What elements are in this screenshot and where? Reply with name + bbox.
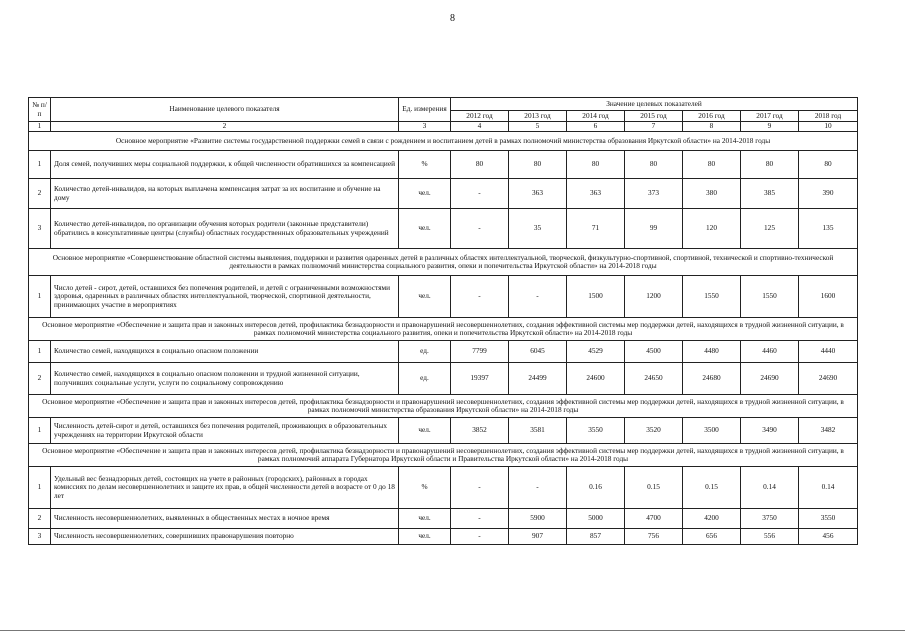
row-value: 71 [567,209,625,249]
row-value: 4480 [683,341,741,363]
row-value: - [451,276,509,318]
row-value: 3550 [567,418,625,444]
row-num: 1 [29,341,51,363]
row-unit: чел. [399,418,451,444]
row-value: 80 [683,151,741,179]
row-num: 2 [29,509,51,529]
column-number: 1 [29,122,51,132]
column-number: 5 [509,122,567,132]
table-row [29,363,858,395]
row-value: 456 [799,529,858,545]
row-value: 3550 [799,509,858,529]
row-name: Численность детей-сирот и детей, оставшихся без попечения родителей, проживающих в образовательных учреждениях на территории Иркутской области [51,418,399,444]
row-value: 24690 [741,363,799,395]
row-value: 19397 [451,363,509,395]
column-number: 2 [51,122,399,132]
row-value: 857 [567,529,625,545]
row-value: 4529 [567,341,625,363]
row-value: 3490 [741,418,799,444]
row-num: 1 [29,151,51,179]
header-unit: Ед. измерения [399,98,451,122]
row-unit: % [399,467,451,509]
section-title: Основное мероприятие «Обеспечение и защита прав и законных интересов детей, профилактика безнадзорности и правонарушений несовершеннолетних, создания эффективной системы мер поддержки детей, находящихся в трудной жизненной ситуации, в рамках полномочий аппарата Губернатора Иркутской области и Правительства Иркутской области» на 2014-2018 годы [29,444,858,467]
row-unit: % [399,151,451,179]
column-number: 6 [567,122,625,132]
row-value: 4460 [741,341,799,363]
row-value: 80 [567,151,625,179]
table-row [29,209,858,249]
row-value: 3520 [625,418,683,444]
row-value: - [509,467,567,509]
header-name: Наименование целевого показателя [51,98,399,122]
row-unit: чел. [399,529,451,545]
year-header: 2015 год [625,111,683,122]
row-value: 0.14 [741,467,799,509]
row-value: 656 [683,529,741,545]
row-value: 24650 [625,363,683,395]
row-value: 7799 [451,341,509,363]
row-unit: чел. [399,179,451,209]
row-value: 5000 [567,509,625,529]
year-header: 2016 год [683,111,741,122]
row-value: 6045 [509,341,567,363]
row-value: 0.16 [567,467,625,509]
row-name: Количество детей-инвалидов, на которых выплачена компенсация затрат за их воспитание и обучение на дому [51,179,399,209]
row-value: 4500 [625,341,683,363]
row-name: Число детей - сирот, детей, оставшихся без попечения родителей, и детей с ограниченными возможностями здоровья, одаренных в различных областях интеллектуальной, творческой, спортивной деятельности, принимающих участие в мероприятиях [51,276,399,318]
row-unit: чел. [399,276,451,318]
row-unit: чел. [399,209,451,249]
row-value: 3581 [509,418,567,444]
row-name: Численность несовершеннолетних, выявленных в общественных местах в ночное время [51,509,399,529]
column-number: 8 [683,122,741,132]
header-row [29,98,858,111]
table-row [29,151,858,179]
column-numbers-row [29,122,858,132]
row-value: 24690 [799,363,858,395]
row-name: Удельный вес безнадзорных детей, состоящих на учете в районных (городских), районных в городах комиссиях по делам несовершеннолетних и защите их прав, в общей численности детей в возрасте от 0 до 18 лет [51,467,399,509]
row-value: 363 [567,179,625,209]
row-value: 135 [799,209,858,249]
row-value: 125 [741,209,799,249]
row-name: Доля семей, получивших меры социальной поддержки, к общей численности обратившихся за компенсацией [51,151,399,179]
page-number: 8 [450,13,455,24]
row-num: 1 [29,467,51,509]
row-num: 2 [29,363,51,395]
row-value: - [509,276,567,318]
section-row [29,444,858,467]
section-row [29,318,858,341]
row-value: 4700 [625,509,683,529]
row-value: 3482 [799,418,858,444]
header-num: № п/п [29,98,51,122]
year-header: 2012 год [451,111,509,122]
row-value: 3750 [741,509,799,529]
section-title: Основное мероприятие «Обеспечение и защита прав и законных интересов детей, профилактика безнадзорности и правонарушений несовершеннолетних, создания эффективной системы мер поддержки детей, находящихся в трудной жизненной ситуации, в рамках полномочий министерства образования Иркутской области» на 2014-2018 годы [29,395,858,418]
row-value: 380 [683,179,741,209]
row-name: Количество детей-инвалидов, по организации обучения которых родители (законные представители) обратились в консультативные центры (службы) областных государственных образовательных учреждений [51,209,399,249]
row-value: 390 [799,179,858,209]
table-row [29,276,858,318]
row-value: 3852 [451,418,509,444]
row-value: 1550 [741,276,799,318]
row-value: 5900 [509,509,567,529]
row-value: - [451,467,509,509]
row-value: 35 [509,209,567,249]
row-num: 3 [29,209,51,249]
row-value: 385 [741,179,799,209]
row-name: Количество семей, находящихся в социально опасном положении и трудной жизненной ситуации, получивших социальные услуги, услуги по социальному сопровождению [51,363,399,395]
row-num: 1 [29,418,51,444]
row-value: 24680 [683,363,741,395]
column-number: 4 [451,122,509,132]
row-value: 80 [741,151,799,179]
row-value: 120 [683,209,741,249]
column-number: 3 [399,122,451,132]
row-value: 99 [625,209,683,249]
column-number: 10 [799,122,858,132]
indicators-table [28,97,858,545]
table-row [29,529,858,545]
row-value: 0.15 [683,467,741,509]
row-num: 1 [29,276,51,318]
table-row [29,418,858,444]
table-row [29,341,858,363]
row-value: 80 [799,151,858,179]
section-row [29,249,858,276]
row-num: 3 [29,529,51,545]
table-row [29,179,858,209]
row-value: 756 [625,529,683,545]
row-value: 0.14 [799,467,858,509]
row-value: 24499 [509,363,567,395]
section-title: Основное мероприятие «Развитие системы государственной поддержки семей в связи с рождением и воспитанием детей в рамках полномочий министерства образования Иркутской области» на 2014-2018 годы [29,132,858,151]
column-number: 7 [625,122,683,132]
row-value: 1200 [625,276,683,318]
row-value: 556 [741,529,799,545]
row-value: - [451,209,509,249]
row-value: 24600 [567,363,625,395]
row-name: Количество семей, находящихся в социально опасном положении [51,341,399,363]
header-values-group: Значение целевых показателей [451,98,858,111]
row-name: Численность несовершеннолетних, совершивших правонарушения повторно [51,529,399,545]
row-num: 2 [29,179,51,209]
row-value: 0.15 [625,467,683,509]
section-title: Основное мероприятие «Обеспечение и защита прав и законных интересов детей, профилактика безнадзорности и правонарушений несовершеннолетних, создания эффективной системы мер поддержки детей, находящихся в трудной жизненной ситуации, в рамках полномочий министерства социального развития, опеки и попечительства Иркутской области» на 2014-2018 годы [29,318,858,341]
row-value: 907 [509,529,567,545]
row-value: - [451,179,509,209]
row-value: 1500 [567,276,625,318]
year-header: 2017 год [741,111,799,122]
row-value: 3500 [683,418,741,444]
row-unit: ед. [399,363,451,395]
year-header: 2014 год [567,111,625,122]
row-value: 373 [625,179,683,209]
row-value: 80 [509,151,567,179]
row-value: - [451,529,509,545]
row-unit: чел. [399,509,451,529]
row-value: 80 [625,151,683,179]
row-value: 4440 [799,341,858,363]
row-value: 363 [509,179,567,209]
section-row [29,132,858,151]
table-row [29,509,858,529]
row-value: 4200 [683,509,741,529]
row-value: 80 [451,151,509,179]
row-unit: ед. [399,341,451,363]
row-value: 1600 [799,276,858,318]
row-value: - [451,509,509,529]
section-row [29,395,858,418]
year-header: 2018 год [799,111,858,122]
column-number: 9 [741,122,799,132]
bottom-rule [0,630,905,631]
row-value: 1550 [683,276,741,318]
section-title: Основное мероприятие «Совершенствование областной системы выявления, поддержки и развития одаренных детей в различных областях интеллектуальной, творческой, физкультурно-спортивной, спортивной, технической и спортивно-технической деятельности в рамках полномочий министерства социального развития, опеки и попечительства Иркутской области» на 2014-2018 годы [29,249,858,276]
year-header: 2013 год [509,111,567,122]
table-row [29,467,858,509]
